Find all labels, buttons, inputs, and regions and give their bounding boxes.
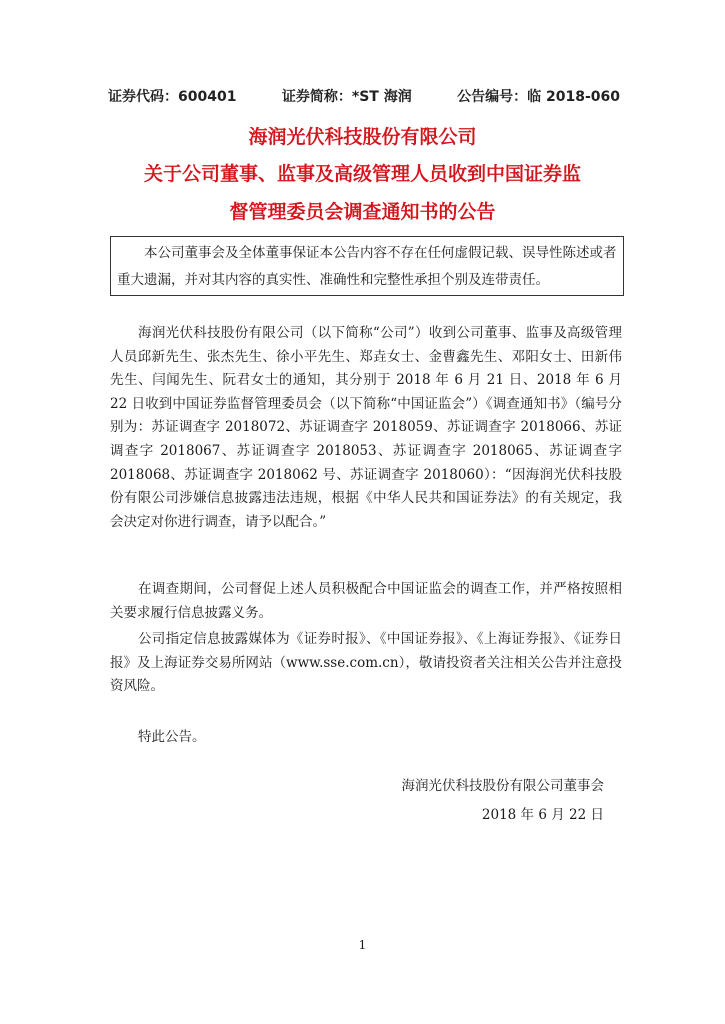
signature-org: 海润光伏科技股份有限公司董事会 [401,778,604,794]
disclaimer-box: 本公司董事会及全体董事保证本公告内容不存在任何虚假记载、误导性陈述或者重大遗漏，并对其内容的真实性、准确性和完整性承担个别及连带责任。 [110,236,624,296]
announcement-number: 公告编号：临 2018-060 [457,89,620,105]
body-paragraph-1: 海润光伏科技股份有限公司（以下简称“公司”）收到公司董事、监事及高级管理人员邱新先生、张杰先生、徐小平先生、郑垚女士、金曹鑫先生、邓阳女士、田新伟先生、闫闻先生、阮君女士的通知，其分别于 2018 年 6 月 21 日、2018 年 6 月 22 日收到中国证券监督管理委员会（以下简称“中国证监会”）《调查通知书》（编号分别为：苏证调查字 2018072、苏证调查字 2018059、苏证调查字 2018066、苏证调查字 2018067、苏证调查字 2018053、苏证调查字 2018065、苏证调查字 2018068、苏证调查字 2018062 号、苏证调查字 2018060）：“因海润光伏科技股份有限公司涉嫌信息披露违法违规，根据《中华人民共和国证券法》的有关规定，我会决定对你进行调查，请予以配合。” [110,325,622,530]
body-paragraph-3: 公司指定信息披露媒体为《证券时报》、《中国证券报》、《上海证券报》、《证券日报》及上海证券交易所网站（www.sse.com.cn），敬请投资者关注相关公告并注意投资风险。 [110,631,622,695]
stock-short-name: 证券简称：*ST 海润 [281,89,412,105]
title-line-3: 督管理委员会调查通知书的公告 [229,201,496,223]
body-paragraph-2: 在调查期间，公司督促上述人员积极配合中国证监会的调查工作，并严格按照相关要求履行信息披露义务。 [110,581,622,621]
signature-date: 2018 年 6 月 22 日 [481,807,604,823]
body-paragraph-4: 特此公告。 [138,729,206,745]
page-number: 1 [358,938,367,952]
title-company: 海润光伏科技股份有限公司 [248,126,477,148]
document-header [108,86,620,106]
stock-code: 证券代码：600401 [108,89,237,105]
title-line-2: 关于公司董事、监事及高级管理人员收到中国证券监 [143,163,581,185]
